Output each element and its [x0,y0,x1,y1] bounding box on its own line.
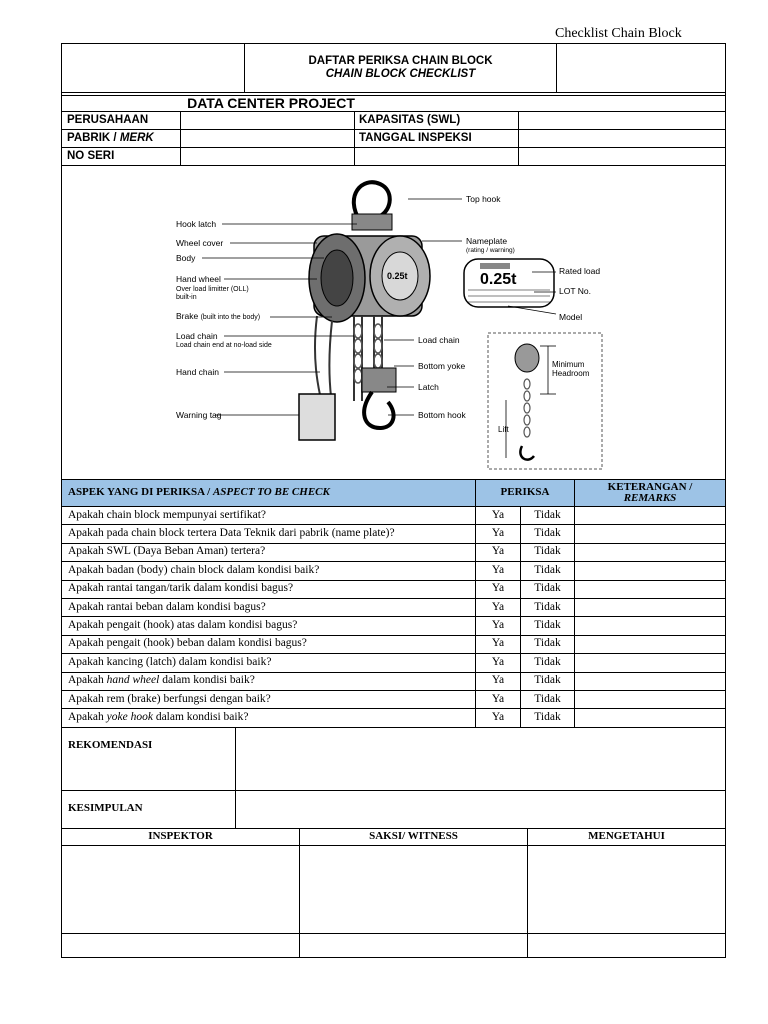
no-option[interactable]: Tidak [534,582,561,595]
latch-label: Latch [418,382,439,392]
hook-latch-label: Hook latch [176,219,217,229]
aspect-header: ASPEK YANG DI PERIKSA / ASPECT TO BE CHECK [68,486,330,498]
company-label: PERUSAHAAN [67,114,149,126]
yes-option[interactable]: Ya [491,618,505,631]
serial-number-label: NO SERI [67,150,115,162]
remarks-field[interactable] [575,507,725,524]
yes-option[interactable]: Ya [491,637,505,650]
top-hook-label: Top hook [466,194,501,204]
project-title: DATA CENTER PROJECT [187,95,355,111]
body-rating-label: 0.25t [387,271,408,281]
acknowledge-header: MENGETAHUI [588,830,665,842]
no-option[interactable]: Tidak [534,692,561,705]
yes-option[interactable]: Ya [491,655,505,668]
checklist-question: Apakah yoke hook dalam kondisi baik? [68,710,249,723]
load-chain-end-label: Load chain end at no-load side [176,342,272,349]
acknowledge-signature-box[interactable] [528,846,725,932]
no-option[interactable]: Tidak [534,600,561,613]
checklist-question: Apakah pada chain block tertera Data Teknik dari pabrik (name plate)? [68,526,395,539]
hand-chain-label: Hand chain [176,367,220,377]
remarks-field[interactable] [575,599,725,616]
nameplate-sub-label: (rating / warning) [466,247,515,254]
remarks-field[interactable] [575,617,725,634]
no-option[interactable]: Tidak [534,655,561,668]
no-option[interactable]: Tidak [534,618,561,631]
checklist-question: Apakah hand wheel dalam kondisi baik? [68,674,255,687]
no-option[interactable]: Tidak [534,563,561,576]
lot-no-label: LOT No. [559,286,591,296]
inspector-header: INSPEKTOR [148,830,213,842]
minimum-label: Minimum [552,360,585,369]
rated-load-label: Rated load [559,266,601,276]
checklist-question: Apakah pengait (hook) atas dalam kondisi bagus? [68,618,298,631]
yes-option[interactable]: Ya [491,545,505,558]
conclusion-field[interactable] [236,791,725,827]
page-header: Checklist Chain Block [555,26,682,41]
yes-option[interactable]: Ya [491,582,505,595]
no-option[interactable]: Tidak [534,545,561,558]
remarks-field[interactable] [575,654,725,671]
company-field[interactable] [181,112,353,128]
inspection-date-field[interactable] [519,130,725,146]
witness-signature-box[interactable] [300,846,527,932]
serial-number-field[interactable] [181,148,353,164]
warning-tag-label: Warning tag [176,410,222,420]
nameplate-label: Nameplate [466,236,508,246]
body-label: Body [176,253,196,263]
no-option[interactable]: Tidak [534,710,561,723]
checklist-question: Apakah badan (body) chain block dalam kondisi baik? [68,563,320,576]
brand-label: PABRIK / MERK [67,132,154,144]
wheel-cover-label: Wheel cover [176,238,224,248]
no-option[interactable]: Tidak [534,526,561,539]
yes-option[interactable]: Ya [491,674,505,687]
checklist-question: Apakah rem (brake) berfungsi dengan baik? [68,692,271,705]
headroom-label: Headroom [552,369,590,378]
inspector-signature-box[interactable] [62,846,299,932]
yes-option[interactable]: Ya [491,710,505,723]
inspection-date-label: TANGGAL INSPEKSI [359,132,472,144]
acknowledge-name-field[interactable] [528,934,725,957]
warning-tag-graphic [299,394,335,440]
check-header: PERIKSA [500,486,550,498]
capacity-label: KAPASITAS (SWL) [359,114,461,126]
load-chain-right-label: Load chain [418,335,460,345]
remarks-header: KETERANGAN / REMARKS [607,481,693,504]
witness-name-field[interactable] [300,934,527,957]
checklist-question: Apakah rantai beban dalam kondisi bagus? [68,600,266,613]
model-label: Model [559,312,583,322]
yes-option[interactable]: Ya [491,508,505,521]
checklist-question: Apakah kancing (latch) dalam kondisi baik? [68,655,272,668]
load-chain-left-label: Load chain [176,331,218,341]
yes-option[interactable]: Ya [491,692,505,705]
remarks-field[interactable] [575,525,725,542]
conclusion-label: KESIMPULAN [68,802,143,814]
witness-header: SAKSI/ WITNESS [369,830,458,842]
recommendation-label: REKOMENDASI [68,739,153,751]
headroom-inset [488,333,602,469]
form-subtitle: CHAIN BLOCK CHECKLIST [325,68,476,80]
yes-option[interactable]: Ya [491,563,505,576]
bottom-yoke-label: Bottom yoke [418,361,466,371]
checklist-question: Apakah pengait (hook) beban dalam kondisi bagus? [68,637,307,650]
remarks-field[interactable] [575,691,725,708]
checklist-question: Apakah SWL (Daya Beban Aman) tertera? [68,545,266,558]
brake-label: Brake (built into the body) [176,311,261,321]
capacity-field[interactable] [519,112,725,128]
yes-option[interactable]: Ya [491,600,505,613]
bottom-hook-label: Bottom hook [418,410,466,420]
hand-wheel-label: Hand wheel [176,274,221,284]
inspector-name-field[interactable] [62,934,299,957]
remarks-field[interactable] [575,543,725,560]
remarks-field[interactable] [575,580,725,597]
lift-label: Lift [498,425,509,434]
no-option[interactable]: Tidak [534,674,561,687]
built-in-label: built-in [176,294,197,301]
yes-option[interactable]: Ya [491,526,505,539]
checklist-question: Apakah rantai tangan/tarik dalam kondisi bagus? [68,582,294,595]
no-option[interactable]: Tidak [534,508,561,521]
nameplate-rating: 0.25t [480,271,517,288]
form-title: DAFTAR PERIKSA CHAIN BLOCK [308,55,493,67]
brand-field[interactable] [181,130,353,146]
remarks-field[interactable] [575,709,725,726]
no-option[interactable]: Tidak [534,637,561,650]
remarks-field[interactable] [575,562,725,579]
remarks-field[interactable] [575,672,725,689]
oll-label: Over load limitter (OLL) [176,286,249,293]
chain-block-diagram [62,166,725,479]
recommendation-field[interactable] [236,728,725,789]
remarks-field[interactable] [575,635,725,652]
checklist-question: Apakah chain block mempunyai sertifikat? [68,508,266,521]
